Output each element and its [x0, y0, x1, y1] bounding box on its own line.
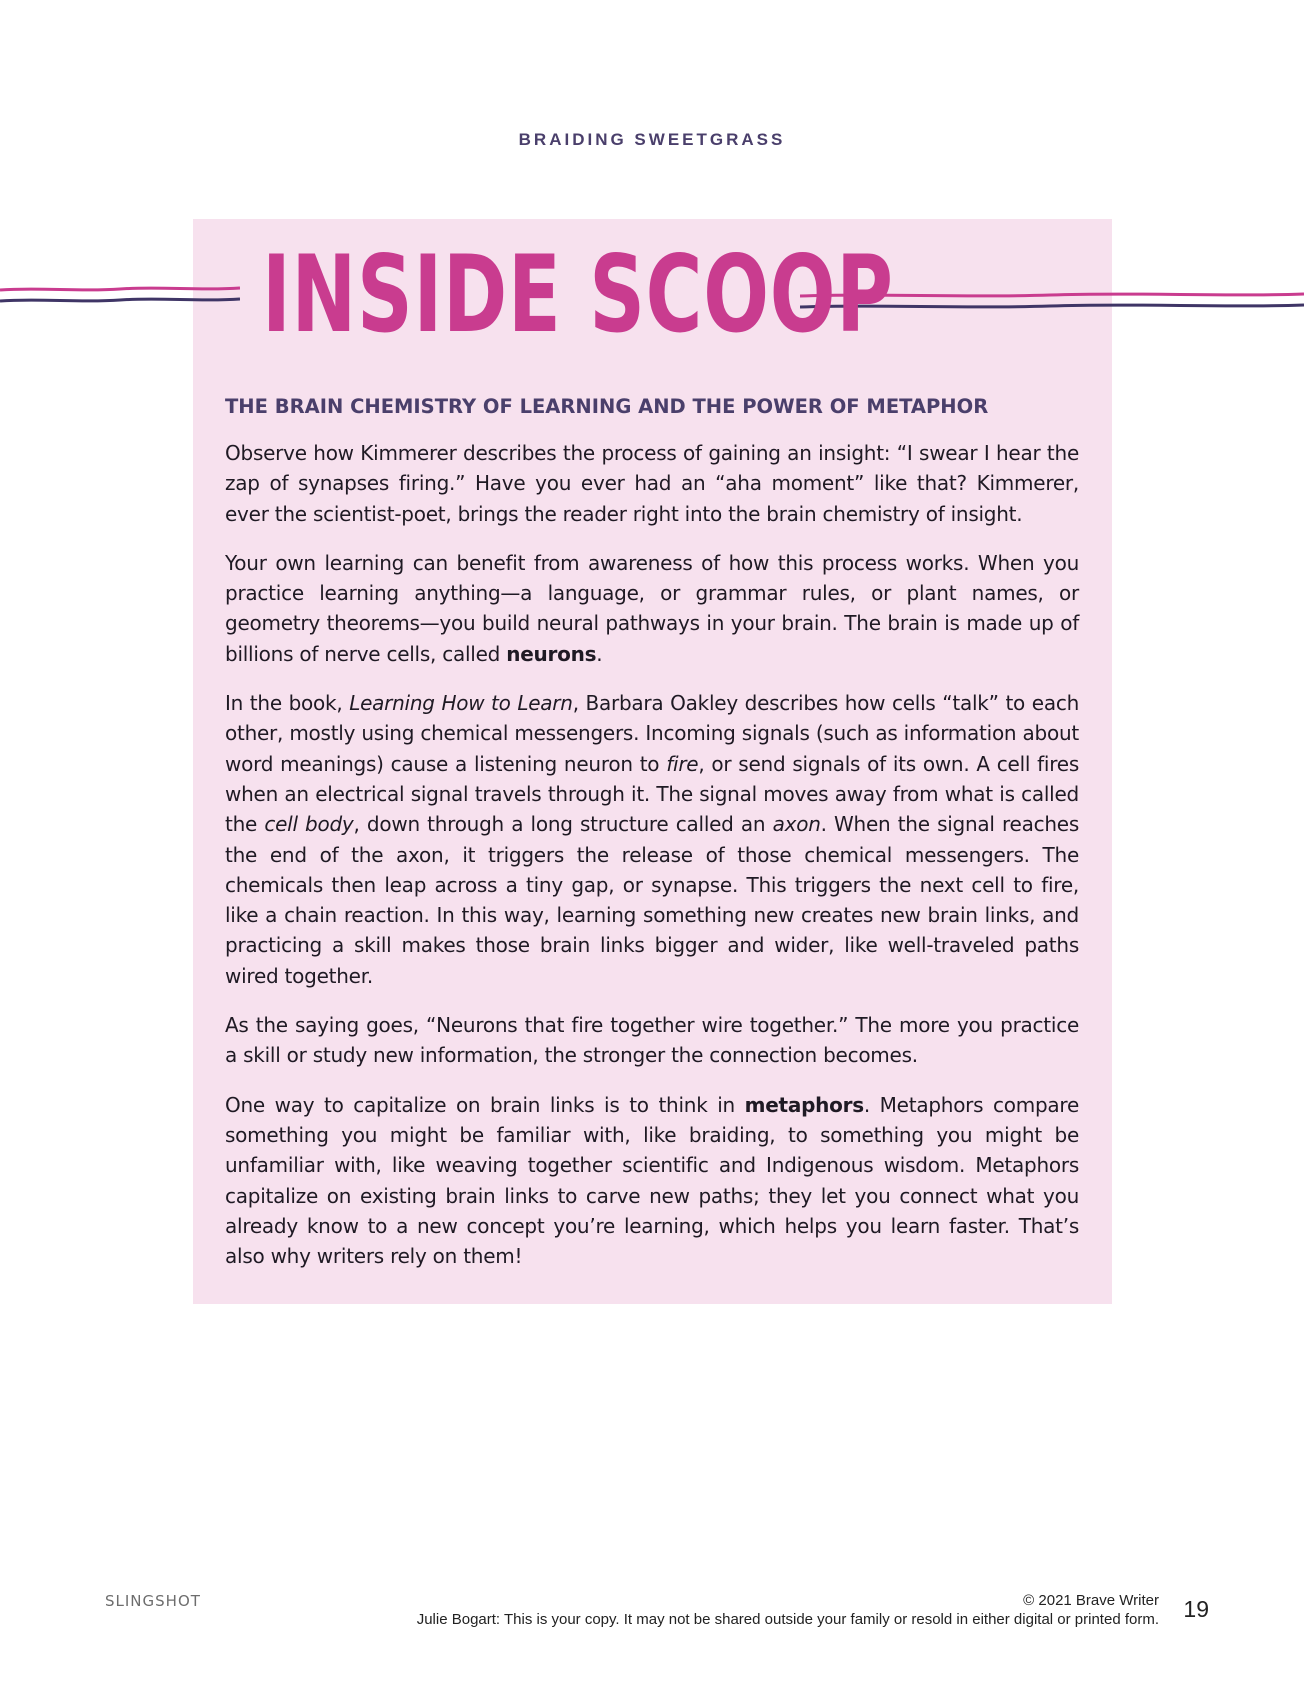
p3-text-e: , or send signals of its own. A cell fires when an electrical signal travels through it. The signal moves away from what is called the [225, 751, 1079, 837]
p2-text-a: Your own learning can benefit from awareness of how this process works. When you practice learning anything—a language, or grammar rules, or plant names, or geometry theorems—you build neural pathways in your brain. The brain is made up of billions of nerve cells, called [225, 550, 1079, 666]
running-title: BRAIDING SWEETGRASS [518, 130, 786, 149]
page-number: 19 [1183, 1596, 1209, 1622]
p3-italic-cell-body: cell body [264, 812, 354, 837]
p3-text-g: , down through a long structure called an [353, 812, 773, 837]
squiggle-left-pink [0, 288, 240, 290]
p2-text-c: . [596, 641, 603, 666]
paragraph-5 [225, 1090, 1079, 1272]
article-subheading: THE BRAIN CHEMISTRY OF LEARNING AND THE POWER OF METAPHOR [225, 395, 989, 418]
p3-italic-axon: axon [772, 812, 821, 837]
squiggle-left-navy [0, 299, 240, 301]
p3-italic-fire: fire [666, 751, 699, 776]
paragraph-2 [225, 548, 1079, 669]
copyright-line: © 2021 Brave Writer [1023, 1592, 1159, 1609]
article-content [225, 393, 1079, 1290]
p5-text-c: . Metaphors compare something you might be familiar with, like braiding, to something you might be unfamiliar with, like weaving together scientific and Indigenous wisdom. Metaphors capitalize on existing brain links to carve new paths; they let you connect what you already know to a new concept you’re learning, which helps you learn faster. That’s also why writers rely on them! [225, 1092, 1079, 1269]
p3-text-a: In the book, [225, 691, 350, 716]
paragraph-4: As the saying goes, “Neurons that fire together wire together.” The more you practice a skill or study new information, the stronger the connection becomes. [225, 1013, 1079, 1068]
p3-text-i: . When the signal reaches the end of the axon, it triggers the release of those chemical messengers. The chemicals then leap across a tiny gap, or synapse. This triggers the next cell to fire, like a chain reaction. In this way, learning something new creates new brain links, and practicing a skill makes those brain links bigger and wider, like well-traveled paths wired together. [225, 812, 1079, 988]
license-notice: Julie Bogart: This is your copy. It may not be shared outside your family or resold in either digital or printed form. [416, 1611, 1159, 1628]
brand-logo-text: SLINGSHOT [105, 1592, 201, 1610]
inside-scoop-title: INSIDE SCOOP [262, 233, 894, 356]
paragraph-1: Observe how Kimmerer describes the process of gaining an insight: “I swear I hear the zap of synapses firing.” Have you ever had an “aha moment” like that? Kimmerer, ever the scientist-poet, brings the reader right into the brain chemistry of insight. [225, 441, 1079, 526]
paragraph-3 [225, 688, 1079, 991]
p3-book-title: Learning How to Learn [349, 691, 573, 716]
p3-text-c: , Barbara Oakley describes how cells “talk” to each other, mostly using chemical messengers. Incoming signals (such as information about word meanings) cause a listening neuron to [225, 691, 1079, 776]
squiggle-left-decoration [0, 280, 240, 310]
p2-bold-term: neurons [506, 641, 597, 666]
p5-text-a: One way to capitalize on brain links is to think in [225, 1092, 745, 1117]
p5-bold-term: metaphors [744, 1092, 864, 1117]
